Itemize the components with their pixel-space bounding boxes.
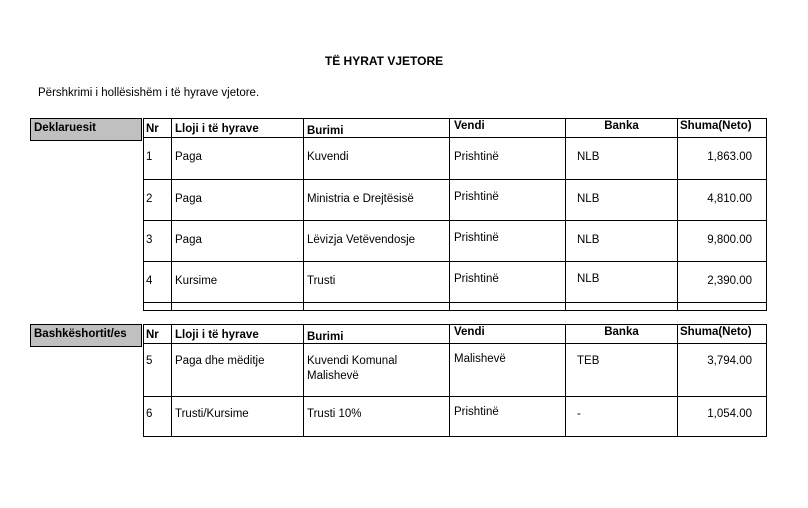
cell-banka: NLB: [566, 262, 678, 302]
header-nr: Nr: [144, 325, 172, 343]
page-title: TË HYRAT VJETORE: [324, 54, 444, 68]
section-label: Deklaruesit: [30, 118, 142, 141]
cell-banka: NLB: [566, 221, 678, 261]
cell-vendi: Prishtinë: [450, 180, 566, 220]
cell-banka: NLB: [566, 180, 678, 220]
table-row: [144, 344, 767, 397]
cell-burimi: Lëvizja Vetëvendosje: [304, 221, 450, 261]
cell-burimi: Kuvendi: [304, 138, 450, 179]
section-label: Bashkëshortit/es: [30, 324, 142, 347]
cell-banka: NLB: [566, 138, 678, 179]
table-spacer-row: [144, 303, 767, 311]
header-burimi: Burimi: [304, 325, 450, 343]
cell-banka: -: [566, 397, 678, 436]
table-row: [144, 262, 767, 303]
cell-shuma: 1,054.00: [678, 397, 767, 436]
cell-lloji: Trusti/Kursime: [172, 397, 304, 436]
cell-nr: 4: [144, 262, 172, 302]
cell-nr: 1: [144, 138, 172, 179]
table-row: [144, 180, 767, 221]
header-banka: Banka: [566, 119, 678, 137]
cell-burimi: Trusti: [304, 262, 450, 302]
header-nr: Nr: [144, 119, 172, 137]
income-table: [143, 324, 767, 437]
cell-nr: 3: [144, 221, 172, 261]
cell-shuma: 9,800.00: [678, 221, 767, 261]
cell-lloji: Paga: [172, 180, 304, 220]
table-row: [144, 221, 767, 262]
cell-lloji: Paga: [172, 138, 304, 179]
cell-vendi: Malishevë: [450, 344, 566, 396]
cell-lloji: Paga: [172, 221, 304, 261]
cell-lloji: Paga dhe mëditje: [172, 344, 304, 396]
cell-nr: 2: [144, 180, 172, 220]
cell-vendi: Prishtinë: [450, 221, 566, 261]
cell-burimi: Kuvendi Komunal Malishevë: [304, 344, 450, 396]
cell-shuma: 3,794.00: [678, 344, 767, 396]
header-burimi: Burimi: [304, 119, 450, 137]
income-table: [143, 118, 767, 311]
header-lloji: Lloji i të hyrave: [172, 119, 304, 137]
cell-vendi: Prishtinë: [450, 262, 566, 302]
header-banka: Banka: [566, 325, 678, 343]
table-row: [144, 397, 767, 437]
table-row: [144, 138, 767, 180]
cell-shuma: 1,863.00: [678, 138, 767, 179]
cell-nr: 6: [144, 397, 172, 436]
table-header-row: [144, 119, 767, 138]
cell-nr: 5: [144, 344, 172, 396]
cell-burimi: Ministria e Drejtësisë: [304, 180, 450, 220]
header-shuma: Shuma(Neto): [678, 119, 767, 137]
cell-banka: TEB: [566, 344, 678, 396]
cell-lloji: Kursime: [172, 262, 304, 302]
cell-shuma: 2,390.00: [678, 262, 767, 302]
cell-vendi: Prishtinë: [450, 397, 566, 436]
cell-vendi: Prishtinë: [450, 138, 566, 179]
cell-shuma: 4,810.00: [678, 180, 767, 220]
intro-text: Përshkrimi i hollësishëm i të hyrave vjetore.: [38, 87, 260, 99]
header-vendi: Vendi: [450, 325, 566, 343]
header-lloji: Lloji i të hyrave: [172, 325, 304, 343]
header-shuma: Shuma(Neto): [678, 325, 767, 343]
header-vendi: Vendi: [450, 119, 566, 137]
table-header-row: [144, 325, 767, 344]
cell-burimi: Trusti 10%: [304, 397, 450, 436]
